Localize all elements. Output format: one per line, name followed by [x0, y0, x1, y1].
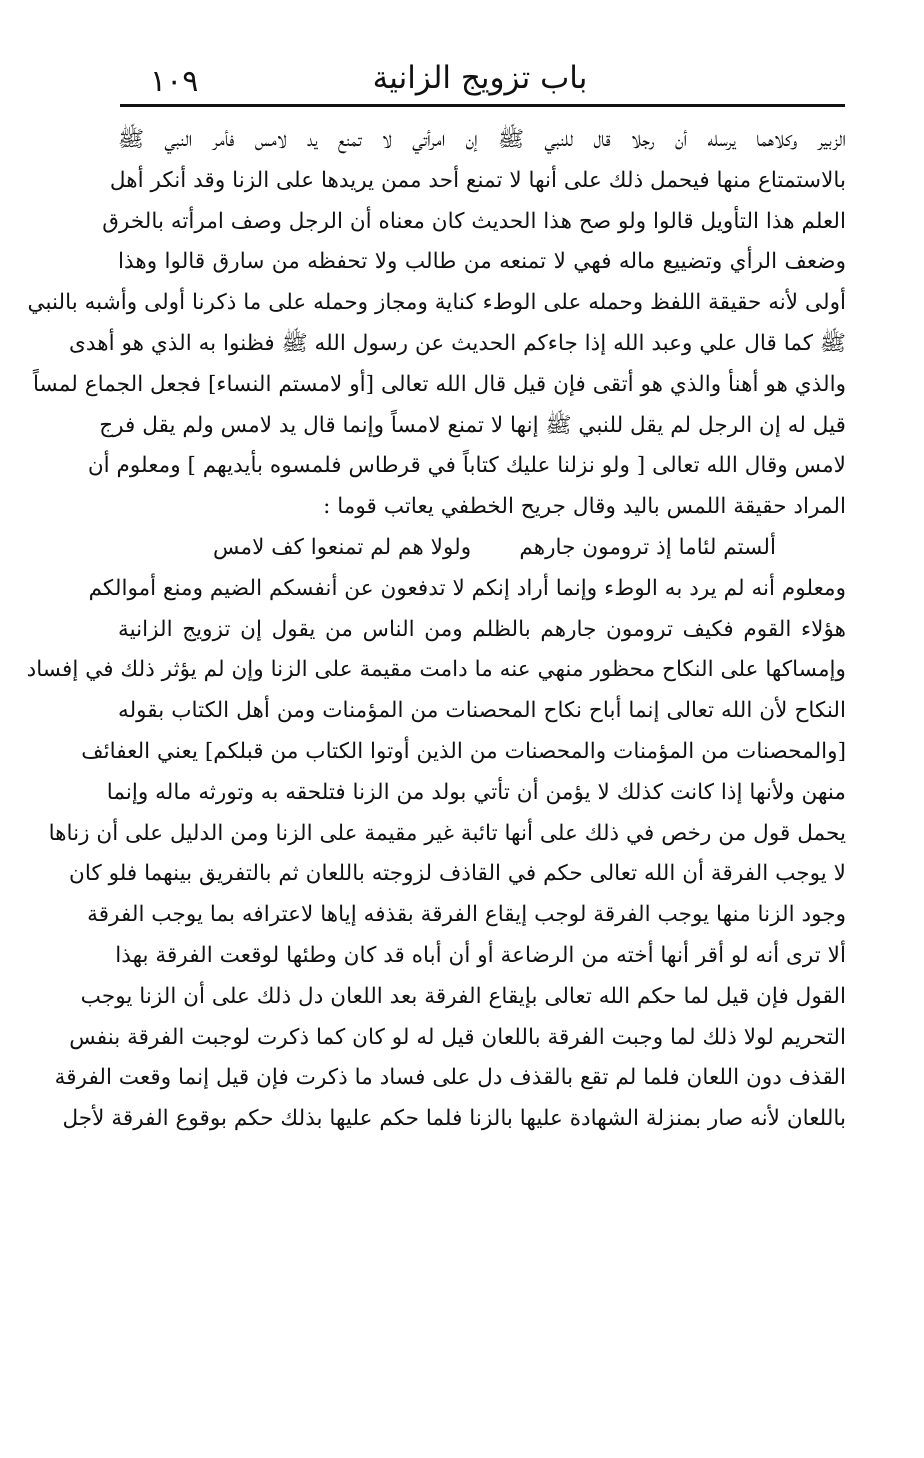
text-line: ﷺ كما قال علي وعبد الله إذا جاءكم الحديث عن رسول الله ﷺ فظنوا به الذي هو أهدى — [69, 330, 846, 356]
text-line: التحريم لولا ذلك لما وجبت الفرقة باللعان قيل له لو كان كما ذكرت لوجبت الفرقة بنفس — [69, 1024, 846, 1050]
text-line: الزبير وكلاهما يرسله أن رجلا قال للنبي ﷺ إن امرأتي لا تمنع يد لامس فأمر النبي ﷺ — [118, 127, 846, 152]
text-line: منهن ولأنها إذا كانت كذلك لا يؤمن أن تأتي بولد من الزنا فتلحقه به وتورثه ماله وإنما — [106, 779, 846, 805]
page-header — [120, 52, 840, 102]
text-line: لامس وقال الله تعالى [ ولو نزلنا عليك كتاباً في قرطاس فلمسوه بأيديهم ] ومعلوم أن — [87, 453, 846, 479]
text-line: قيل له إن الرجل لم يقل للنبي ﷺ إنها لا تمنع لامساً وإنما قال يد لامس ولم يقل فرج — [99, 412, 846, 438]
text-line: يحمل قول من رخص في ذلك على أنها تائبة غير مقيمة على الزنا ومن الدليل على أن زناها — [48, 820, 846, 846]
text-line: باللعان لأنه صار بمنزلة الشهادة عليها بالزنا فلما حكم عليها بذلك حكم بوقوع الفرقة لأجل — [62, 1106, 846, 1132]
text-line: العلم هذا التأويل قالوا ولو صح هذا الحديث كان معناه أن الرجل وصف امرأته بالخرق — [102, 208, 846, 234]
text-line: [والمحصنات من المؤمنات والمحصنات من الذين أوتوا الكتاب من قبلكم] يعني العفائف — [81, 738, 846, 764]
text-line: وضعف الرأي وتضييع ماله فهي لا تمنعه من طالب ولا تحفظه من سارق قالوا وهذا — [118, 249, 846, 275]
text-line: بالاستمتاع منها فيحمل ذلك على أنها لا تمنع أحد ممن يريدها على الزنا وقد أنكر أهل — [109, 167, 846, 193]
text-line: ألا ترى أنه لو أقر أنها أخته من الرضاعة أو أن أباه قد كان وطئها لوقعت الفرقة بهذا — [115, 942, 846, 968]
text-line: المراد حقيقة اللمس باليد وقال جريح الخطفي يعاتب قوما : — [323, 494, 846, 520]
body-text — [26, 120, 846, 1140]
text-line: القول فإن قيل لما حكم الله تعالى بإيقاع الفرقة بعد اللعان دل ذلك على أن الزنا يوجب — [80, 983, 846, 1009]
running-title: باب تزويج الزانية — [372, 60, 588, 96]
verse-first-hemistich: ألستم لئاما إذ ترومون جارهم — [519, 534, 776, 560]
text-line: والذي هو أهنأ والذي هو أتقى فإن قيل قال الله تعالى [أو لامستم النساء] فجعل الجماع لمساً — [32, 371, 846, 397]
header-divider — [120, 104, 845, 107]
text-line: وجود الزنا منها يوجب الفرقة لوجب إيقاع الفرقة بقذفه إياها لاعترافه بما يوجب الفرقة — [87, 902, 846, 928]
text-line: القذف دون اللعان فلما لم تقع بالقذف دل على فساد ما ذكرت فإن قيل إنما وقعت الفرقة — [54, 1065, 846, 1091]
text-line: وإمساكها على النكاح محظور منهي عنه ما دامت مقيمة على الزنا وإن لم يؤثر ذلك في إفساد — [26, 657, 846, 683]
verse-second-hemistich: ولولا هم لم تمنعوا كف لامس — [213, 534, 472, 560]
poetry-verse — [118, 528, 846, 569]
text-line: النكاح لأن الله تعالى إنما أباح نكاح المحصنات من المؤمنات ومن أهل الكتاب بقوله — [118, 698, 846, 724]
text-line: أولى لأنه حقيقة اللفظ وحمله على الوطء كناية ومجاز وحمله على ما ذكرنا أولى وأشبه بالنبي — [27, 290, 846, 316]
text-line: لا يوجب الفرقة أن الله تعالى حكم في القاذف لزوجته باللعان ثم بالتفريق بينهما فلو كان — [69, 861, 846, 887]
page-number: ١٠٩ — [150, 64, 199, 99]
text-line: ومعلوم أنه لم يرد به الوطء وإنما أراد إنكم لا تدفعون عن أنفسكم الضيم ومنع أموالكم — [88, 575, 846, 601]
text-line: هؤلاء القوم فكيف ترومون جارهم بالظلم ومن الناس من يقول إن تزويج الزانية — [118, 616, 846, 642]
